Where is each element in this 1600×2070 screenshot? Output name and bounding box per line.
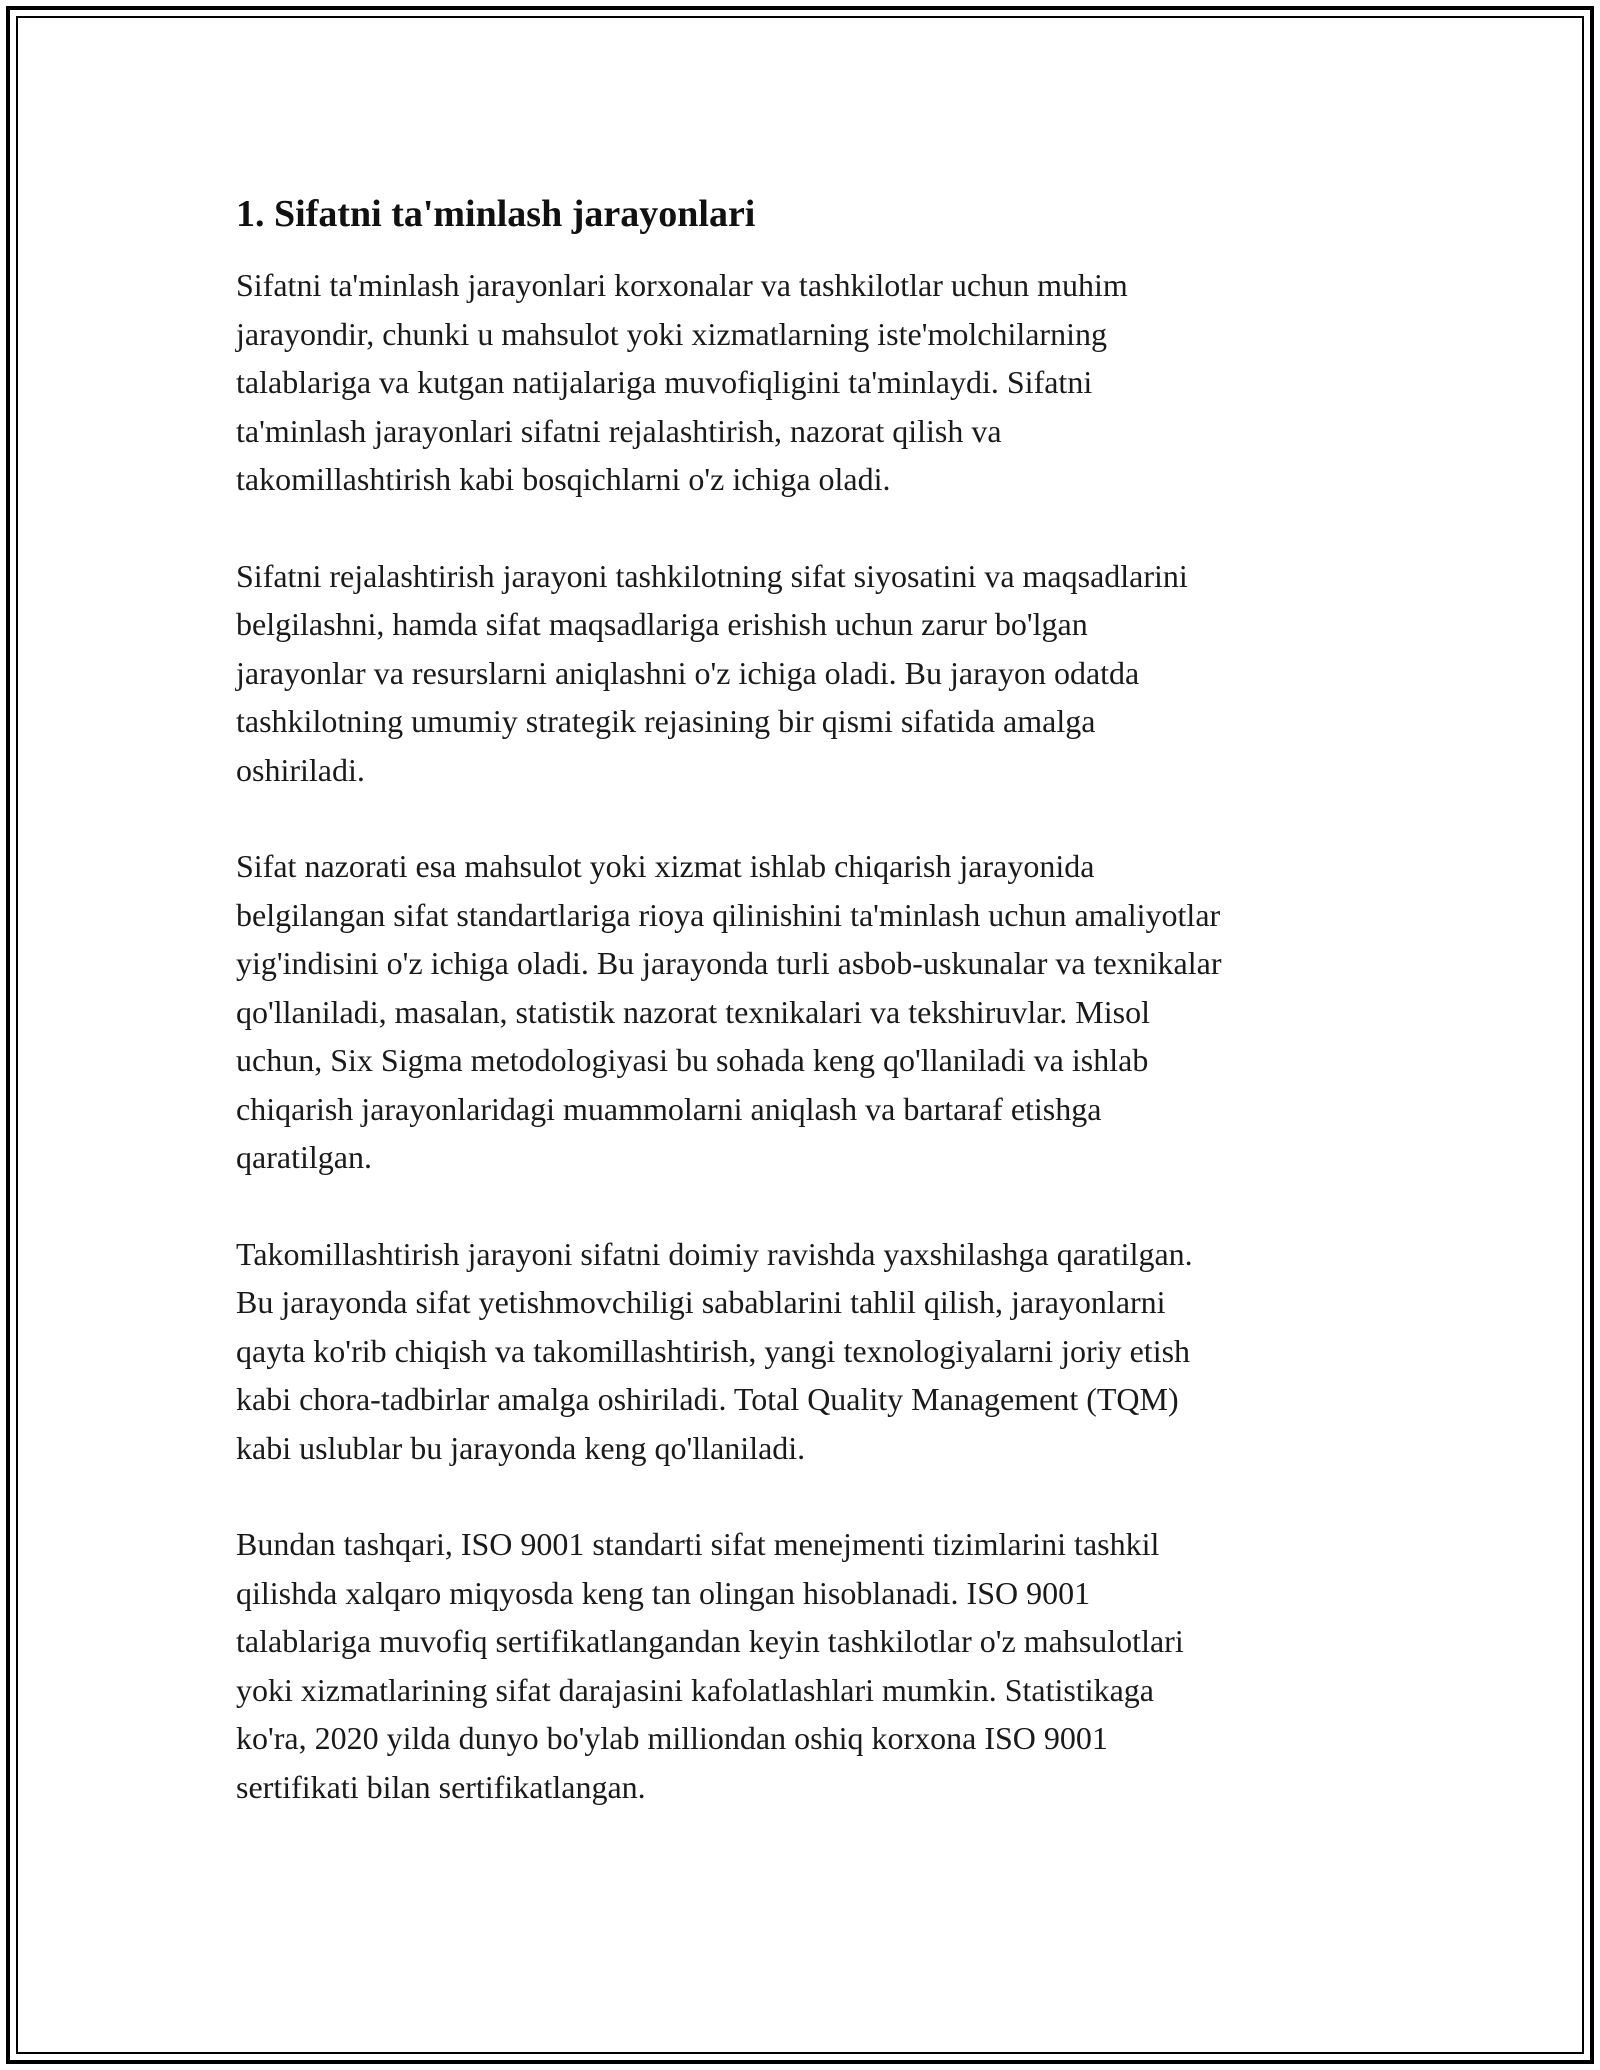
text-line: oshiriladi. [236,751,365,788]
text-line: Bu jarayonda sifat yetishmovchiligi sabablarini tahlil qilish, jarayonlarni [236,1284,1166,1320]
text-line: talablariga muvofiq sertifikatlangandan keyin tashkilotlar o'z mahsulotlari [236,1623,1184,1659]
text-line: uchun, Six Sigma metodologiyasi bu sohada keng qo'llaniladi va ishlab [236,1042,1149,1078]
text-line: yig'indisini o'z ichiga oladi. Bu jarayonda turli asbob-uskunalar va texnikalar [236,945,1222,981]
text-line: belgilangan sifat standartlariga rioya qilinishini ta'minlash uchun amaliyotlar [236,896,1221,933]
text-line: Bundan tashqari, ISO 9001 standarti sifat menejmenti tizimlarini tashkil [236,1526,1160,1562]
text-line: ko'ra, 2020 yilda dunyo bo'ylab milliondan oshiq korxona ISO 9001 [236,1720,1108,1756]
text-line: tashkilotning umumiy strategik rejasining bir qismi sifatida amalga [236,703,1096,739]
paragraph-quality-assurance-intro [236,261,1376,504]
text-line: Sifat nazorati esa mahsulot yoki xizmat ishlab chiqarish jarayonida [236,848,1095,884]
paragraph-quality-planning [236,552,1376,795]
text-line: takomillashtirish kabi bosqichlarni o'z ichiga oladi. [236,461,891,497]
text-line: kabi chora-tadbirlar amalga oshiriladi. Total Quality Management (TQM) [236,1381,1179,1417]
text-line: sertifikati bilan sertifikatlangan. [236,1768,646,1805]
text-line: chiqarish jarayonlaridagi muammolarni aniqlash va bartaraf etishga [236,1090,1102,1127]
text-line: kabi uslublar bu jarayonda keng qo'llaniladi. [236,1429,806,1466]
text-line: Sifatni ta'minlash jarayonlari korxonalar va tashkilotlar uchun muhim [236,267,1128,303]
text-line: Takomillashtirish jarayoni sifatni doimiy ravishda yaxshilashga qaratilgan. [236,1235,1193,1272]
text-line: Sifatni rejalashtirish jarayoni tashkilotning sifat siyosatini va maqsadlarini [236,557,1188,594]
text-line: ta'minlash jarayonlari sifatni rejalashtirish, nazorat qilish va [236,412,1002,449]
paragraph-quality-control [236,842,1376,1182]
text-line: belgilashni, hamda sifat maqsadlariga erishish uchun zarur bo'lgan [236,606,1088,642]
text-line: jarayondir, chunki u mahsulot yoki xizmatlarning iste'molchilarning [236,315,1107,352]
text-line: talablariga va kutgan natijalariga muvofiqligini ta'minlaydi. Sifatni [236,364,1093,400]
text-line: yoki xizmatlarining sifat darajasini kafolatlashlari mumkin. Statistikaga [236,1671,1154,1708]
paragraph-improvement [236,1230,1376,1473]
document-body [236,190,1376,1859]
text-line: qaratilgan. [236,1139,372,1175]
section-heading: 1. Sifatni ta'minlash jarayonlari [236,193,756,235]
text-line: qilishda xalqaro miqyosda keng tan olingan hisoblanadi. ISO 9001 [236,1574,1091,1611]
text-line: qo'llaniladi, masalan, statistik nazorat texnikalari va tekshiruvlar. Misol [236,993,1150,1030]
paragraph-iso-9001 [236,1520,1376,1811]
text-line: qayta ko'rib chiqish va takomillashtirish, yangi texnologiyalarni joriy etish [236,1332,1191,1369]
text-line: jarayonlar va resurslarni aniqlashni o'z ichiga oladi. Bu jarayon odatda [236,654,1140,691]
